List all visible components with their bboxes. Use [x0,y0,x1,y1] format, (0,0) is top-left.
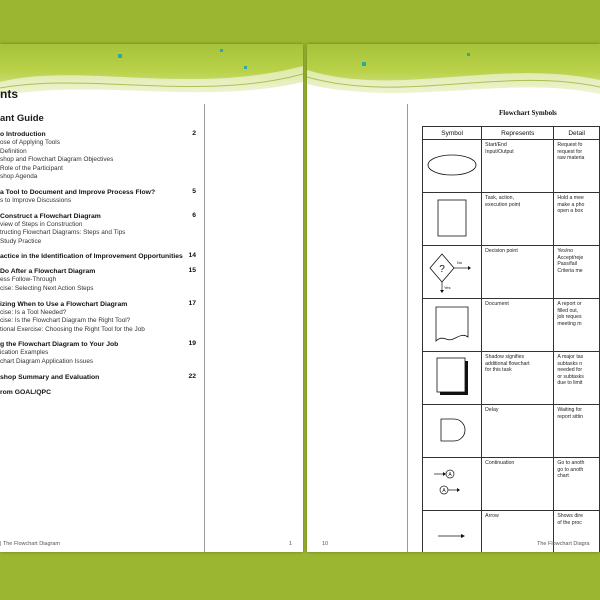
toc-heading[interactable]: g the Flowchart Diagram to Your Job [0,341,119,349]
table-row [423,405,600,458]
represents-cell [482,405,554,458]
toc-heading[interactable]: Construct a Flowchart Diagram [0,212,101,220]
detail-text: Hold a mee [557,195,584,201]
right-footer-title: The Flowchart Diagra [537,541,590,547]
right-page [307,44,600,552]
detail-text: A major tas [557,354,584,360]
represents-text: Delay [485,407,499,413]
represents-text: Input/Output [485,148,514,155]
toc-entry[interactable] [0,340,200,366]
toc-heading[interactable]: actice in the Identification of Improvement Opportunities [0,253,183,261]
detail-text: subtasks n [557,360,583,367]
detail-text: job reques [557,314,582,321]
toc-entry[interactable] [0,300,200,335]
symbol-cell [423,193,482,246]
detail-text: due to limit [557,380,583,387]
detail-cell [554,458,600,511]
toc-title: nts [0,87,18,101]
left-page [0,44,303,552]
represents-text: Start/End [485,142,507,148]
symbol-cell [423,405,482,458]
toc-subentry[interactable]: ess Follow-Through [0,276,57,284]
detail-text: open a box [557,208,583,215]
toc-entry[interactable] [0,212,200,247]
decision-diamond-icon [424,248,480,294]
decision-no-label: No [457,259,463,265]
toc-heading[interactable]: Do After a Flowchart Diagram [0,268,96,276]
detail-text: Request fo [557,142,583,148]
detail-text: filled out, [557,307,579,314]
table-row [423,458,600,511]
task-rectangle-icon [424,195,480,241]
toc-heading[interactable]: izing When to Use a Flowchart Diagram [0,300,128,308]
detail-text: Shows dire [557,513,583,519]
symbol-cell [423,246,482,299]
column-header: Represents [482,127,554,140]
represents-text: Arrow [485,513,499,519]
detail-text: Accept/reje [557,254,584,261]
detail-cell [554,246,600,299]
represents-text: Task, action, [485,195,515,201]
represents-cell [482,299,554,352]
table-row [423,140,600,193]
table-row [423,352,600,405]
represents-cell [482,352,554,405]
table-row [423,193,600,246]
toc-subentry[interactable]: ication Examples [0,349,49,357]
flowchart-symbols-table [422,126,600,552]
toc-entry[interactable] [0,188,200,206]
connector-label: A [448,471,452,478]
detail-text: report sittin [557,413,583,420]
toc-subtitle: ant Guide [0,113,44,124]
toc-page-number: 5 [192,187,196,195]
left-page-number: 1 [289,541,293,547]
header-band [0,44,303,114]
detail-cell [554,405,600,458]
toc-subentry[interactable]: tructing Flowchart Diagrams: Steps and Tips [0,229,126,237]
table-row [423,299,600,352]
toc-heading[interactable]: a Tool to Document and Improve Process Flow? [0,188,156,196]
toc-subentry[interactable]: cise: Selecting Next Action Steps [0,284,94,292]
detail-text: needed for [557,367,583,374]
symbol-cell [423,511,482,553]
detail-text: Criteria me [557,267,583,274]
decision-yes-label: Yes [444,284,451,290]
column-header: Detail [554,127,600,140]
continuation-connector-icon [424,460,480,506]
table-title: Flowchart Symbols [499,109,557,117]
toc-entry[interactable] [0,388,200,397]
represents-text: Shadow signifies [485,354,525,360]
represents-text: Document [485,301,509,307]
toc-entry[interactable] [0,130,200,182]
detail-text: make a pho [557,201,585,208]
toc-subentry[interactable]: cise: Is a Tool Needed? [0,308,67,316]
symbol-cell [423,352,482,405]
represents-cell [482,246,554,299]
page-divider [407,104,408,552]
represents-cell [482,140,554,193]
detail-cell [554,193,600,246]
toc-page-number: 22 [188,372,196,380]
toc-subentry[interactable]: shop and Flowchart Diagram Objectives [0,156,114,164]
toc-subentry[interactable]: ose of Applying Tools [0,139,60,146]
detail-text: request for [557,148,583,155]
header-wave-graphic [307,44,600,114]
detail-text: raw materia [557,155,585,162]
right-page-number: 10 [322,541,329,547]
detail-text: meeting m [557,320,582,327]
symbol-cell [423,458,482,511]
header-wave-graphic [0,44,303,114]
start-end-oval-icon [424,142,480,188]
table-header-row [423,127,600,140]
detail-text: Pass/fail [557,261,577,268]
represents-text: for this task [485,367,512,374]
detail-text: Go to anoth [557,460,585,466]
toc-subentry[interactable]: Definition [0,147,27,155]
toc-heading[interactable]: shop Summary and Evaluation [0,373,100,381]
represents-text: additional flowchart [485,360,530,367]
toc-subentry[interactable]: view of Steps in Construction [0,220,83,228]
delay-shape-icon [424,407,480,453]
toc-page-number: 15 [188,267,196,275]
column-header: Symbol [423,127,482,140]
page-divider [204,104,205,552]
toc-page-number: 6 [192,211,196,219]
detail-text: of the proc [557,519,582,526]
represents-text: Continuation [485,460,515,466]
toc-subentry[interactable]: cise: Is the Flowchart Diagram the Right Tool? [0,317,131,325]
document-shape-icon [424,301,480,347]
decision-mark: ? [439,263,445,275]
header-band [307,44,600,114]
toc-subentry[interactable]: Study Practice [0,237,42,245]
connector-label: A [442,487,446,494]
represents-text: Decision point [485,248,518,254]
toc-heading[interactable]: o Introduction [0,131,46,138]
detail-text: Waiting for [557,407,582,413]
detail-text: chart [557,473,569,480]
table-row [423,246,600,299]
detail-text: go to anoth [557,466,584,473]
detail-text: A report or [557,301,582,307]
toc-heading[interactable]: rom GOAL/QPC [0,388,51,396]
symbol-cell [423,140,482,193]
represents-cell [482,193,554,246]
detail-cell [554,140,600,193]
toc-subentry[interactable]: chart Diagram Application Issues [0,357,94,365]
toc-subentry[interactable]: shop Agenda [0,173,38,181]
toc-subentry[interactable]: Role of the Participant [0,164,63,172]
toc-page-number: 2 [192,130,196,137]
toc-entry[interactable] [0,373,200,382]
toc-entry[interactable] [0,252,200,261]
toc-subentry[interactable]: s to Improve Discussions [0,196,72,204]
symbol-cell [423,299,482,352]
arrow-icon [424,513,480,552]
toc-page-number: 14 [188,252,196,260]
toc-subentry[interactable]: tional Exercise: Choosing the Right Tool for the Job [0,325,145,333]
toc-page-number: 19 [188,340,196,348]
table-of-contents [0,130,200,403]
detail-text: or subtasks [557,373,584,380]
shadow-rectangle-icon [424,354,480,400]
represents-cell [482,458,554,511]
toc-entry[interactable] [0,267,200,293]
detail-cell [554,299,600,352]
toc-page-number: 17 [188,299,196,307]
detail-text: Yes/no [557,248,574,254]
represents-text: execution point [485,201,521,208]
detail-cell [554,352,600,405]
left-footer-title: | The Flowchart Diagram [0,541,61,547]
